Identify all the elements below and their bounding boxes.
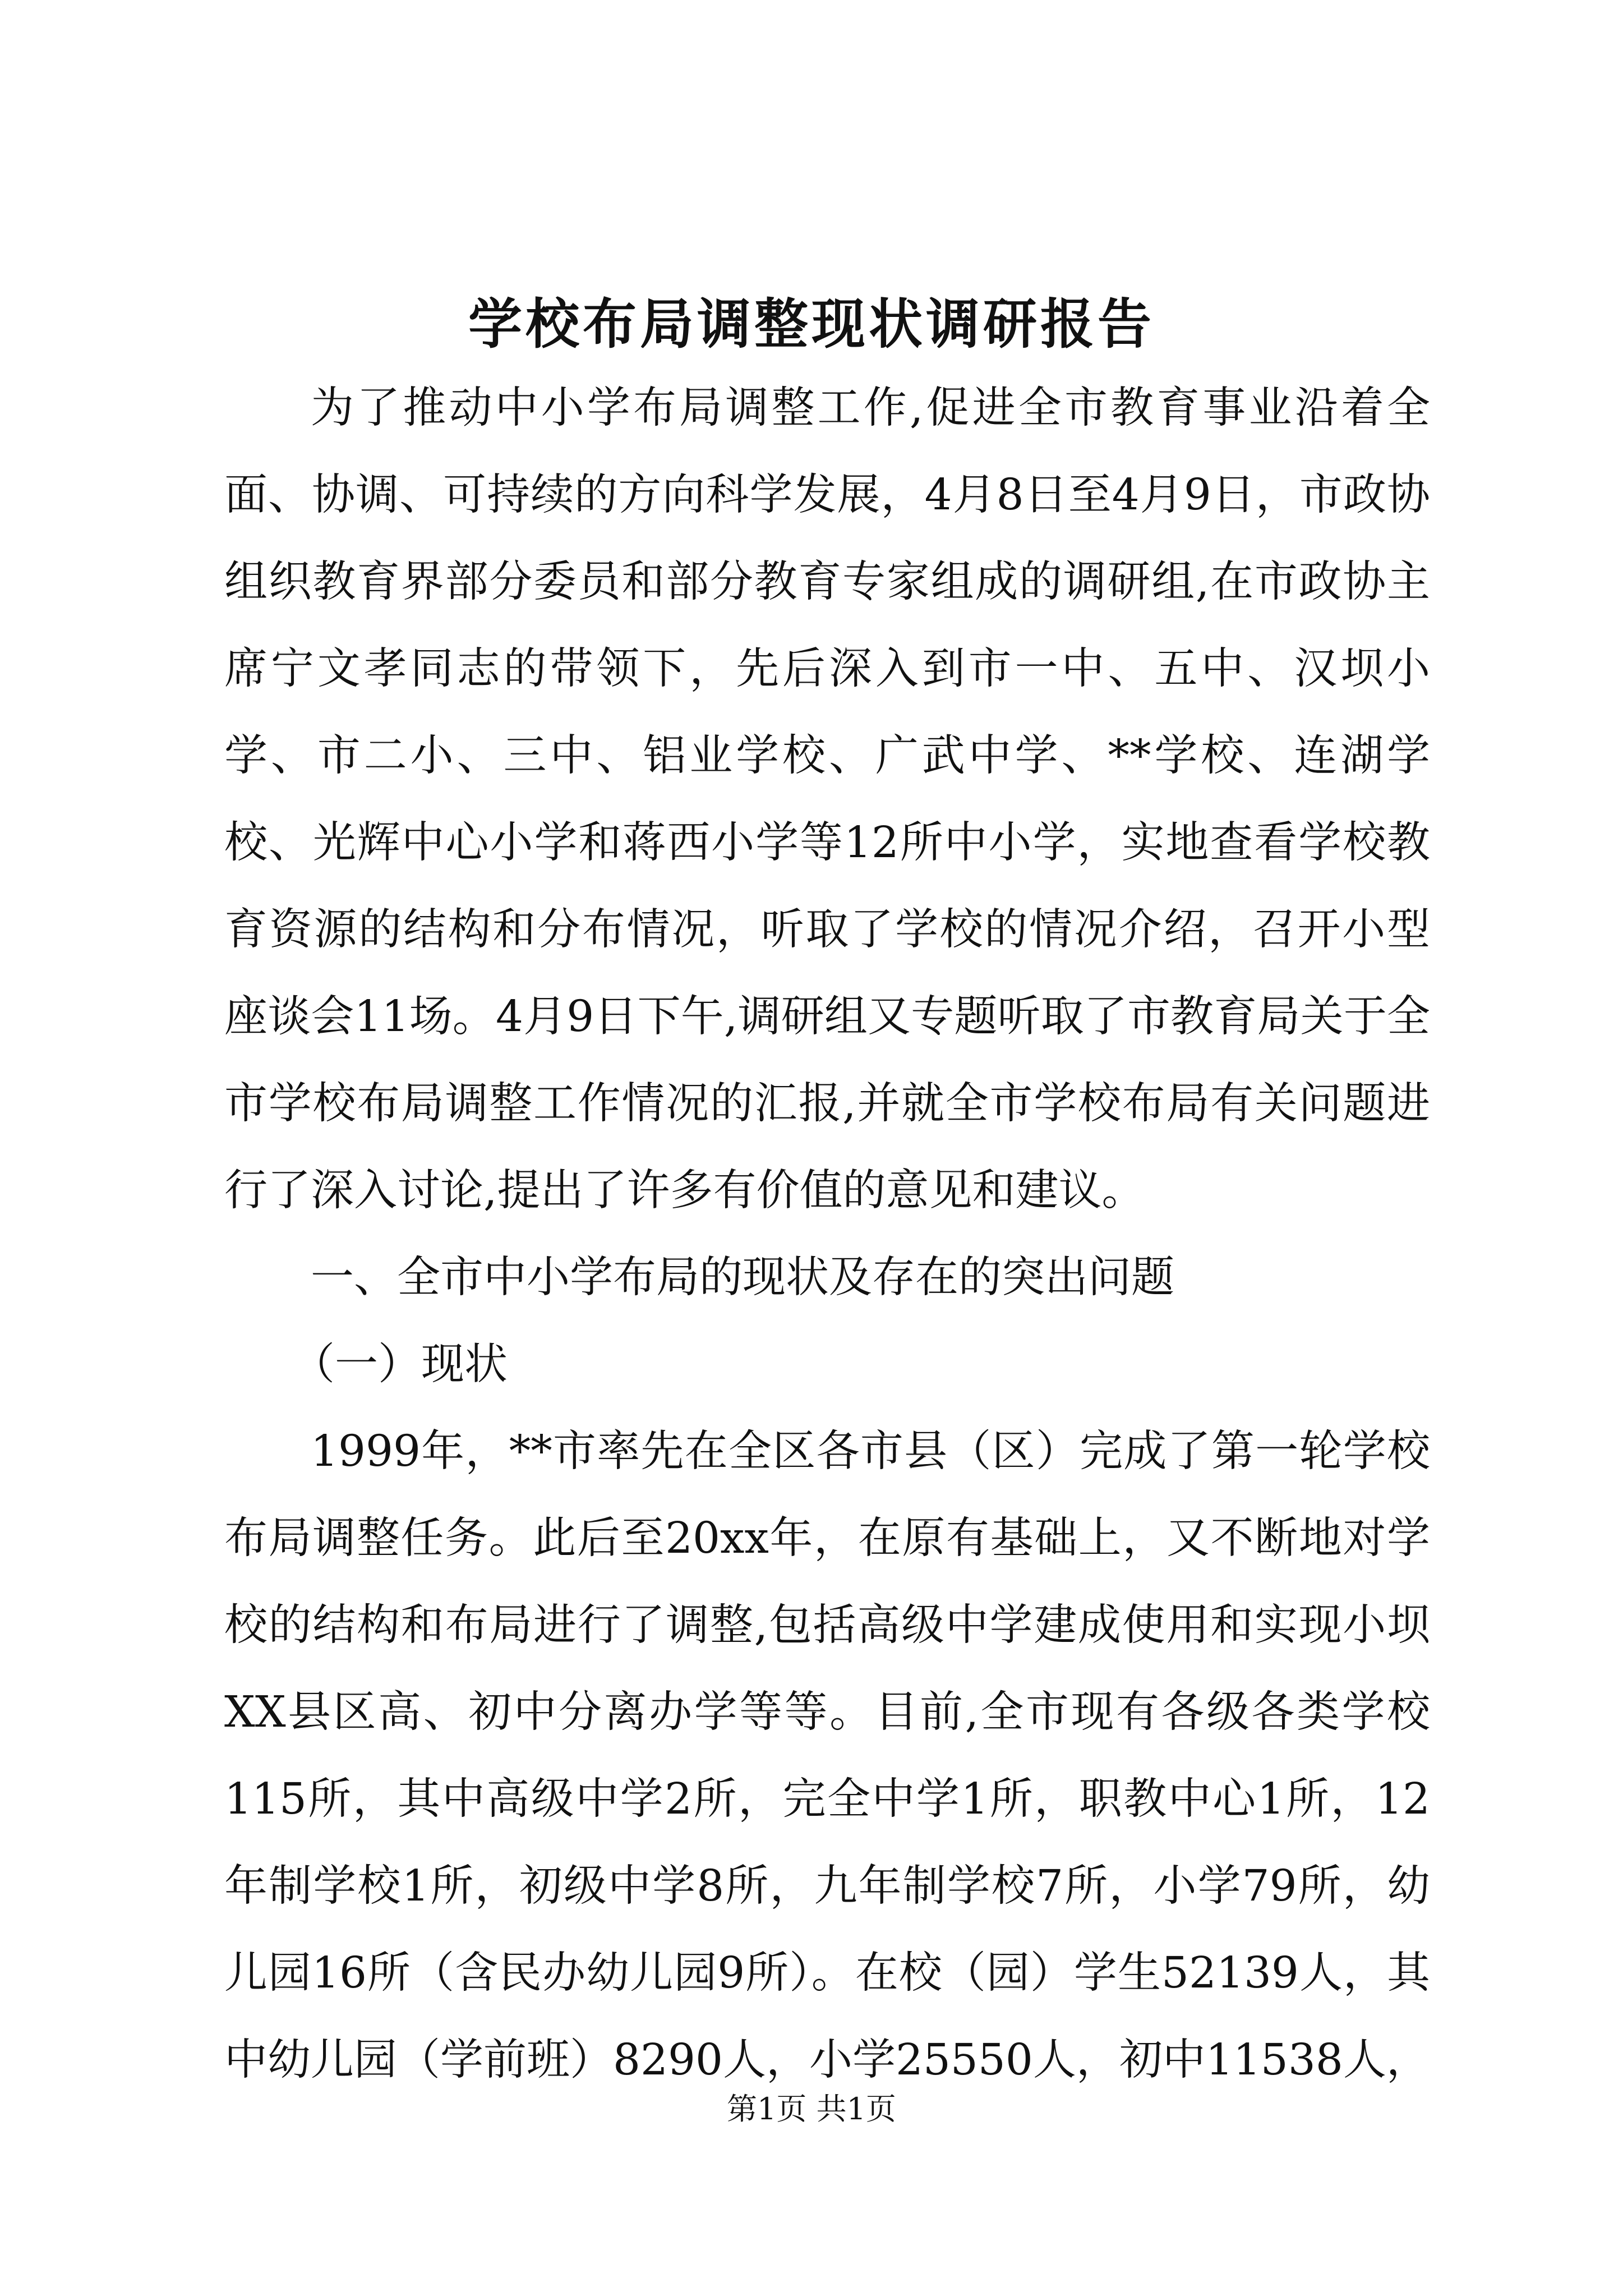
subsection-heading: （一）现状: [292, 1340, 508, 1389]
intro-paragraph: 为了推动中小学布局调整工作,促进全市教育事业沿着全面、协调、可持续的方向科学发展，4月8日至4月9日，市政协组织教育界部分委员和部分教育专家组成的调研组,在市政协主席宁文孝同志的带领下，先后深入到市一中、五中、汉坝小学、市二小、三中、铝业学校、广武中学、**学校、连湖学校、光辉中心小学和蒋西小学等12所中小学，实地查看学校教育资源的结构和分布情况，听取了学校的情况介绍，召开小型座谈会11场。4月9日下午,调研组又专题听取了市教育局关于全市学校布局调整工作情况的汇报,并就全市学校布局有关问题进行了深入讨论,提出了许多有价值的意见和建议。: [224, 383, 1430, 1216]
status-paragraph: 1999年，**市率先在全区各市县（区）完成了第一轮学校布局调整任务。此后至20xx年，在原有基础上，又不断地对学校的结构和布局进行了调整,包括高级中学建成使用和实现小坝XX县区高、初中分离办学等等。目前,全市现有各级各类学校115所，其中高级中学2所，完全中学1所，职教中心1所，12年制学校1所，初级中学8所，九年制学校7所，小学79所，幼儿园16所（含民办幼儿园9所）。在校（园）学生52139人，其中幼儿园（学前班）8290人，小学25550人，初中11538人，: [224, 1427, 1430, 2085]
page-footer: 第1页 共1页: [727, 2091, 896, 2127]
document-title: 学校布局调整现状调研报告: [468, 292, 1155, 356]
section-heading: 一、全市中小学布局的现状及存在的突出问题: [311, 1253, 1174, 1303]
document-body: [224, 365, 1430, 2104]
